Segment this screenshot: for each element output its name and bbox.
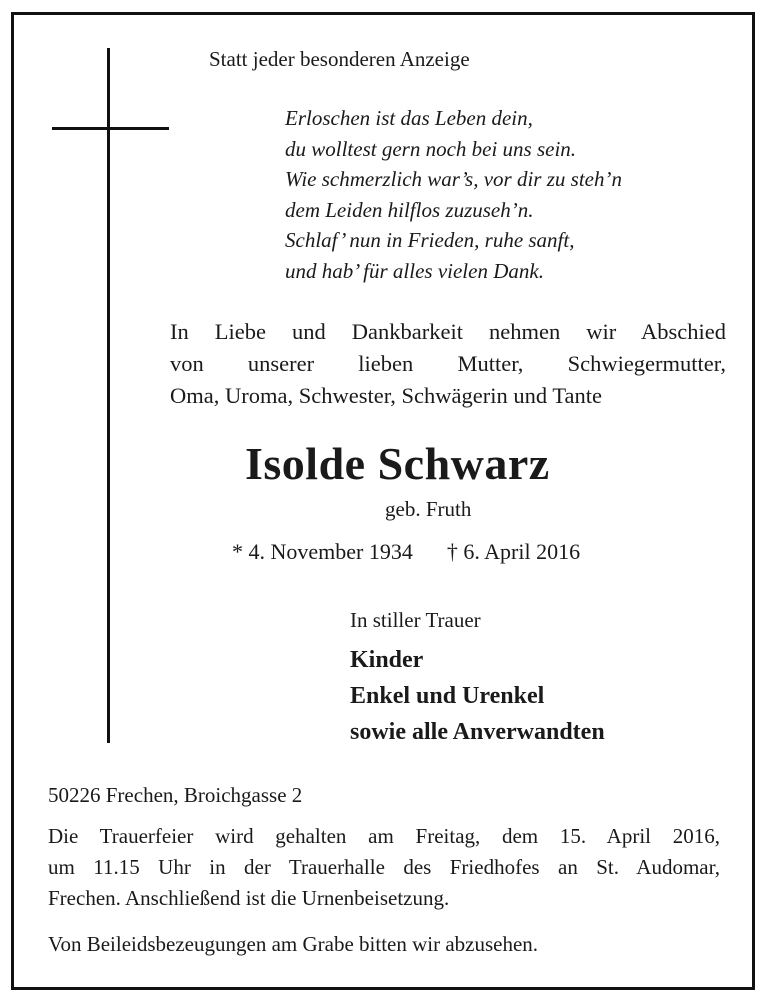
death-date: † 6. April 2016 <box>446 539 581 564</box>
farewell-text <box>170 316 726 412</box>
cross-icon-vertical <box>107 48 110 743</box>
intro-line: Statt jeder besonderen Anzeige <box>209 47 470 71</box>
mourner-entry: Enkel und Urenkel <box>350 683 545 709</box>
ceremony-line: um 11.15 Uhr in der Trauerhalle des Friedhofes an St. Audomar, <box>48 855 720 879</box>
ceremony-info <box>48 821 720 914</box>
life-dates <box>232 537 580 567</box>
mourner-entry: sowie alle Anverwandten <box>350 719 605 745</box>
deceased-name: Isolde Schwarz <box>245 438 550 489</box>
ceremony-line: Frechen. Anschließend ist die Urnenbeisetzung. <box>48 886 450 910</box>
poem-line: Erloschen ist das Leben dein, <box>285 106 533 130</box>
farewell-line: In Liebe und Dankbarkeit nehmen wir Abschied <box>170 319 726 344</box>
birth-date: * 4. November 1934 <box>232 539 413 564</box>
address: 50226 Frechen, Broichgasse 2 <box>48 783 303 807</box>
poem-line: du wolltest gern noch bei uns sein. <box>285 136 577 161</box>
farewell-line: von unserer lieben Mutter, Schwiegermutter, <box>170 351 726 376</box>
mourning-intro: In stiller Trauer <box>350 608 481 632</box>
poem-line: Schlaf’ nun in Frieden, ruhe sanft, <box>285 228 575 253</box>
mourner-entry: Kinder <box>350 647 424 673</box>
condolence-note: Von Beileidsbezeugungen am Grabe bitten wir abzusehen. <box>48 932 539 956</box>
poem-line: und hab’ für alles vielen Dank. <box>285 258 544 283</box>
poem-line: Wie schmerzlich war’s, vor dir zu steh’n <box>285 167 622 192</box>
poem-line: dem Leiden hilflos zuzuseh’n. <box>285 197 534 222</box>
ceremony-line: Die Trauerfeier wird gehalten am Freitag, dem 15. April 2016, <box>48 824 720 848</box>
maiden-name: geb. Fruth <box>385 497 472 521</box>
farewell-line: Oma, Uroma, Schwester, Schwägerin und Tante <box>170 383 602 408</box>
poem <box>285 103 622 287</box>
cross-icon-horizontal <box>52 127 169 130</box>
mourners-list <box>350 642 605 750</box>
